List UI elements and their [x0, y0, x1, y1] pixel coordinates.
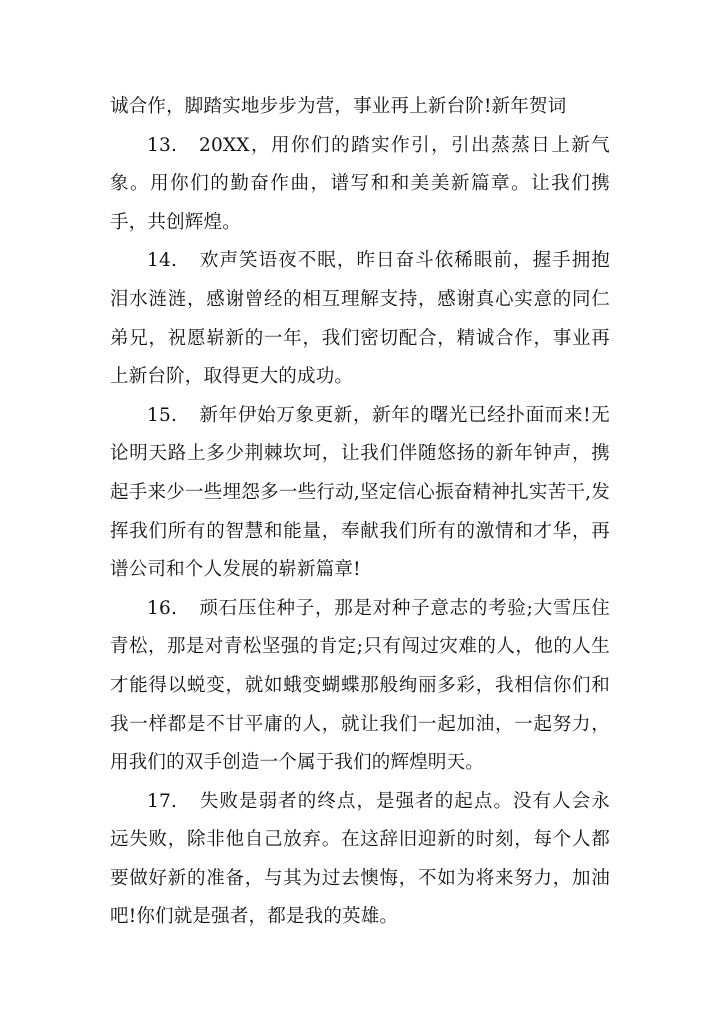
- paragraph-number: 13.: [147, 134, 178, 156]
- paragraph-text: 诚合作，脚踏实地步步为营，事业再上新台阶!新年贺词: [110, 96, 567, 117]
- paragraph-16: [110, 590, 610, 783]
- paragraph-text: 20XX，用你们的踏实作引，引出蒸蒸日上新气象。用你们的勤奋作曲，谱写和和美美新篇章。让我们携手，共创辉煌。: [110, 134, 610, 233]
- paragraph-continuation: [110, 88, 610, 127]
- paragraph-13: [110, 127, 610, 243]
- paragraph-text: 欢声笑语夜不眠，昨日奋斗依稀眼前，握手拥抱泪水涟涟，感谢曾经的相互理解支持，感谢真心实意的同仁弟兄，祝愿崭新的一年，我们密切配合，精诚合作，事业再上新台阶，取得更大的成功。: [110, 250, 610, 388]
- paragraph-number: 15.: [147, 404, 178, 426]
- paragraph-text: 失败是弱者的终点，是强者的起点。没有人会永远失败，除非他自己放弃。在这辞旧迎新的时刻，每个人都要做好新的准备，与其为过去懊悔，不如为将来努力，加油吧!你们就是强者，都是我的英雄。: [110, 790, 610, 928]
- paragraph-14: [110, 242, 610, 396]
- paragraph-15: [110, 397, 610, 590]
- paragraph-text: 新年伊始万象更新，新年的曙光已经扑面而来!无论明天路上多少荆棘坎坷，让我们伴随悠扬的新年钟声，携起手来少一些埋怨多一些行动,坚定信心振奋精神扎实苦干,发挥我们所有的智慧和能量，奉献我们所有的激情和才华，再谱公司和个人发展的崭新篇章!: [110, 404, 610, 581]
- paragraph-text: 顽石压住种子，那是对种子意志的考验;大雪压住青松，那是对青松坚强的肯定;只有闯过灾难的人，他的人生才能得以蜕变，就如蛾变蝴蝶那般绚丽多彩，我相信你们和我一样都是不甘平庸的人，就让我们一起加油，一起努力，用我们的双手创造一个属于我们的辉煌明天。: [110, 597, 610, 774]
- paragraph-17: [110, 783, 610, 937]
- paragraph-number: 14.: [147, 250, 178, 272]
- paragraph-number: 17.: [147, 790, 178, 812]
- paragraph-number: 16.: [147, 597, 178, 619]
- document-page: [110, 88, 610, 937]
